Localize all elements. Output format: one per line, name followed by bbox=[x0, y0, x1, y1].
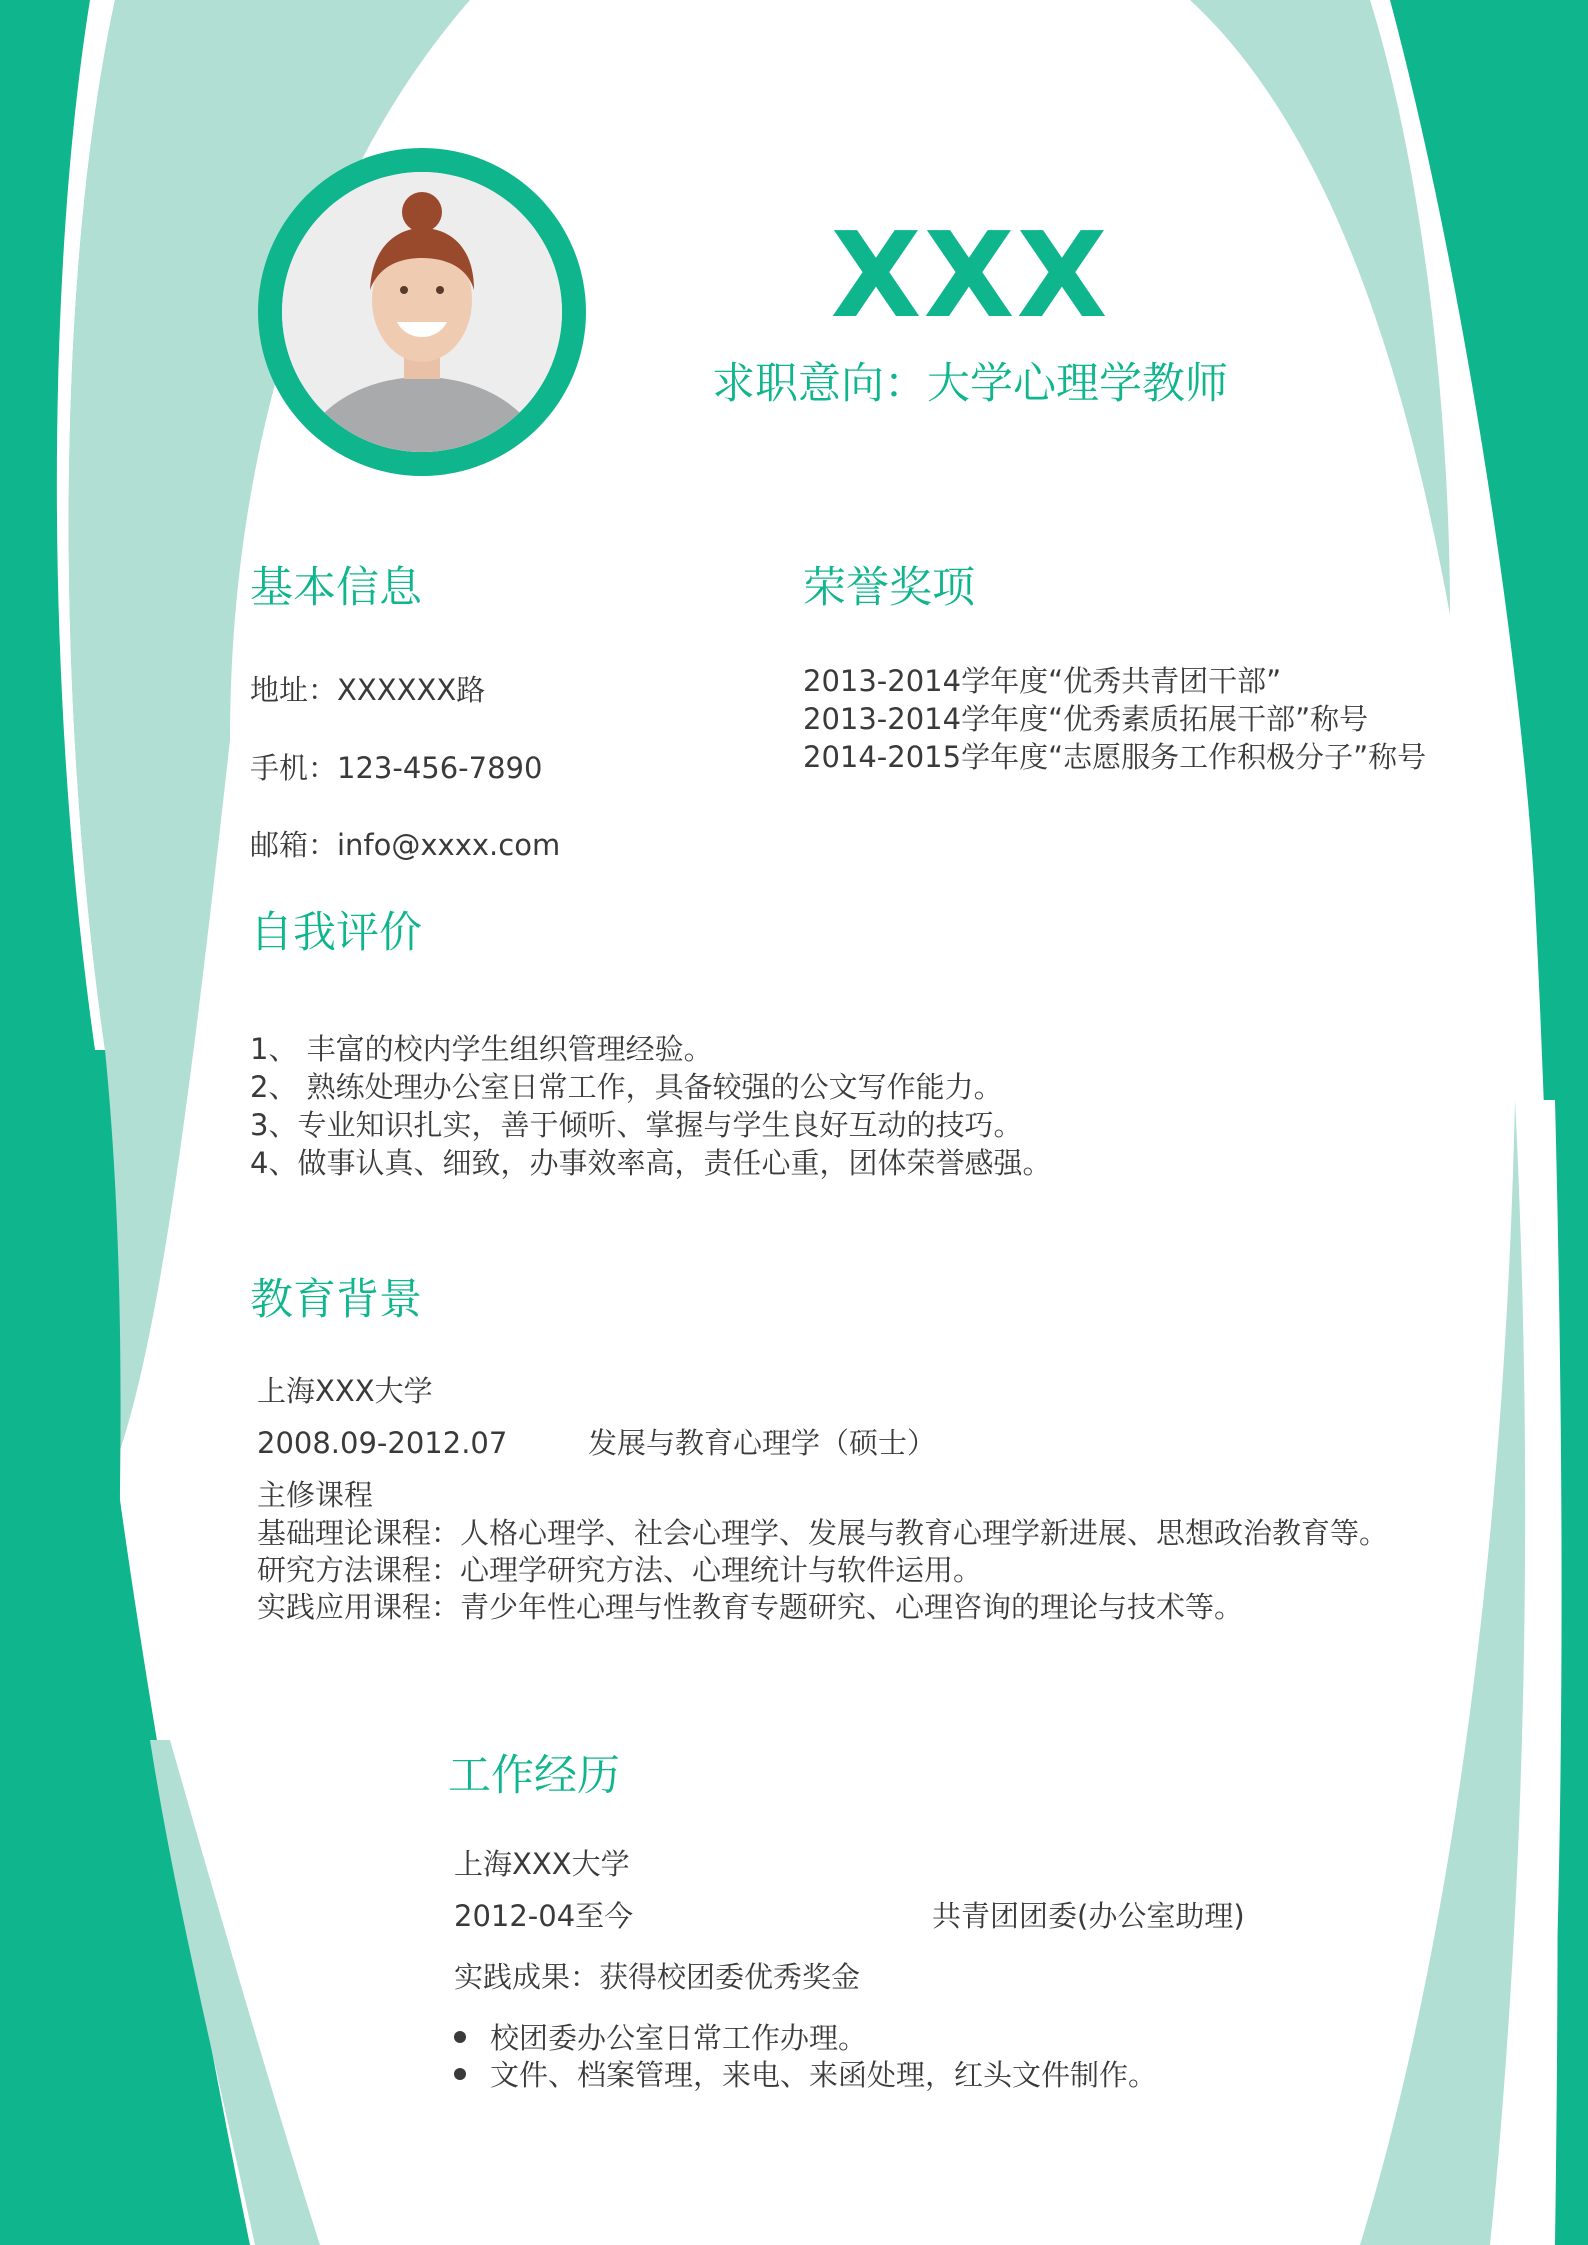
work-duties-list bbox=[454, 2020, 1157, 2094]
education-major: 发展与教育心理学（硕士） bbox=[588, 1426, 937, 1460]
honor-item: 2014-2015学年度“志愿服务工作积极分子”称号 bbox=[803, 740, 1427, 774]
evaluation-item: 2、 熟练处理办公室日常工作，具备较强的公文写作能力。 bbox=[250, 1070, 1003, 1104]
work-org: 上海XXX大学 bbox=[454, 1847, 630, 1881]
work-period: 2012-04至今 bbox=[454, 1899, 634, 1933]
bullet-icon bbox=[454, 2031, 466, 2043]
address-text: 地址：XXXXXX路 bbox=[250, 673, 486, 707]
honors-title: 荣誉奖项 bbox=[803, 563, 975, 613]
self-evaluation-list bbox=[250, 1030, 1051, 1182]
job-intent: 求职意向：大学心理学教师 bbox=[712, 359, 1228, 409]
evaluation-item: 3、专业知识扎实，善于倾听、掌握与学生良好互动的技巧。 bbox=[250, 1108, 1023, 1142]
courses-label: 主修课程 bbox=[257, 1478, 374, 1512]
course-item: 研究方法课程：心理学研究方法、心理统计与软件运用。 bbox=[257, 1553, 983, 1587]
honor-item: 2013-2014学年度“优秀共青团干部” bbox=[803, 664, 1282, 698]
work-title: 工作经历 bbox=[448, 1751, 620, 1801]
education-period: 2008.09-2012.07 bbox=[257, 1426, 508, 1460]
education-school: 上海XXX大学 bbox=[257, 1374, 433, 1408]
honor-item: 2013-2014学年度“优秀素质拓展干部”称号 bbox=[803, 702, 1369, 736]
right-white-strip bbox=[1520, 1100, 1562, 2245]
work-role: 共青团团委(办公室助理) bbox=[932, 1899, 1245, 1933]
phone-text: 手机：123-456-7890 bbox=[250, 751, 543, 785]
evaluation-item: 1、 丰富的校内学生组织管理经验。 bbox=[250, 1032, 713, 1066]
education-title: 教育背景 bbox=[250, 1275, 422, 1325]
course-item: 实践应用课程：青少年性心理与性教育专题研究、心理咨询的理论与技术等。 bbox=[257, 1590, 1244, 1624]
bullet-icon bbox=[454, 2068, 466, 2080]
work-achievement: 实践成果：获得校团委优秀奖金 bbox=[454, 1960, 861, 1994]
bottom-right-light-swoosh bbox=[1360, 1100, 1525, 2245]
duty-item: 文件、档案管理，来电、来函处理，红头文件制作。 bbox=[454, 2057, 1157, 2094]
basic-info-title: 基本信息 bbox=[250, 563, 422, 613]
duty-item: 校团委办公室日常工作办理。 bbox=[454, 2020, 1157, 2057]
photo-frame bbox=[258, 148, 586, 476]
honors-list bbox=[803, 662, 1426, 776]
candidate-name: XXX bbox=[830, 206, 1110, 344]
profile-photo bbox=[282, 172, 562, 452]
course-item: 基础理论课程：人格心理学、社会心理学、发展与教育心理学新进展、思想政治教育等。 bbox=[257, 1516, 1389, 1550]
courses-list bbox=[257, 1515, 1388, 1626]
email-text: 邮箱：info@xxxx.com bbox=[250, 828, 561, 862]
top-right-light-swoosh bbox=[1190, 0, 1450, 615]
evaluation-item: 4、做事认真、细致，办事效率高，责任心重，团体荣誉感强。 bbox=[250, 1146, 1052, 1180]
self-evaluation-title: 自我评价 bbox=[250, 908, 422, 958]
